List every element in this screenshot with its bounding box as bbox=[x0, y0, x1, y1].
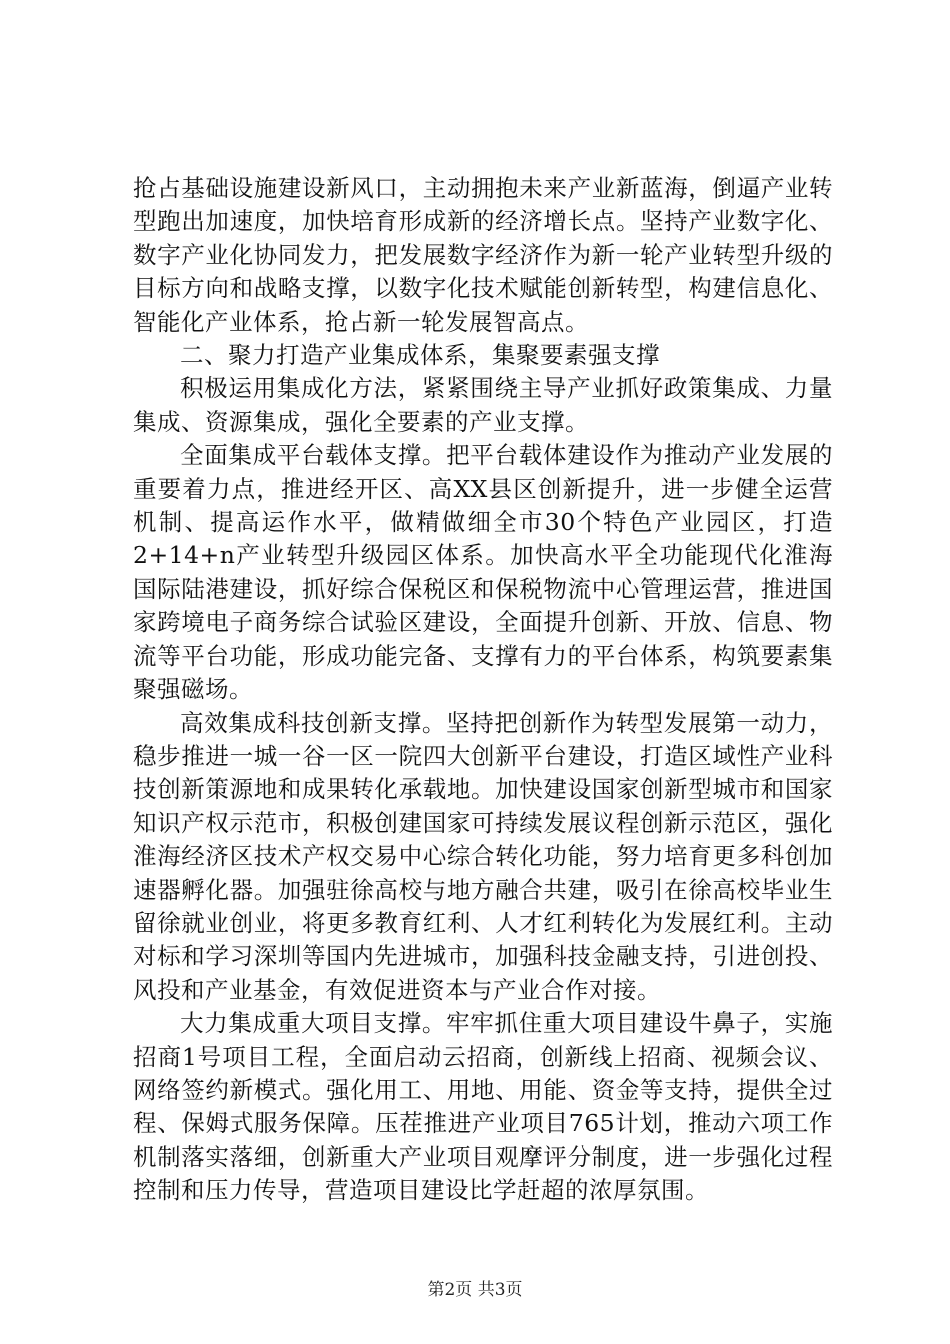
document-body bbox=[133, 172, 833, 1208]
paragraph-projects: 大力集成重大项目支撑。牢牢抓住重大项目建设牛鼻子，实施招商1号项目工程，全面启动云招商，创新线上招商、视频会议、网络签约新模式。强化用工、用地、用能、资金等支持，提供全过程、保姆式服务保障。压茬推进产业项目765计划，推动六项工作机制落实落细，创新重大产业项目观摩评分制度，进一步强化过程控制和压力传导，营造项目建设比学赶超的浓厚氛围。 bbox=[133, 1009, 833, 1205]
section-heading: 二、聚力打造产业集成体系，集聚要素强支撑 bbox=[180, 341, 660, 370]
paragraph-innovation: 高效集成科技创新支撑。坚持把创新作为转型发展第一动力，稳步推进一城一谷一区一院四大创新平台建设，打造区域性产业科技创新策源地和成果转化承载地。加快建设国家创新型城市和国家知识产权示范市，积极创建国家可持续发展议程创新示范区，强化淮海经济区技术产权交易中心综合转化功能，努力培育更多科创加速器孵化器。加强驻徐高校与地方融合共建，吸引在徐高校毕业生留徐就业创业，将更多教育红利、人才红利转化为发展红利。主动对标和学习深圳等国内先进城市，加强科技金融支持，引进创投、风投和产业基金，有效促进资本与产业合作对接。 bbox=[133, 708, 833, 1004]
page-footer: 第2页 共3页 bbox=[427, 1280, 523, 1300]
paragraph-intro: 积极运用集成化方法，紧紧围绕主导产业抓好政策集成、力量集成、资源集成，强化全要素的产业支撑。 bbox=[133, 374, 833, 436]
paragraph-continuation: 抢占基础设施建设新风口，主动拥抱未来产业新蓝海，倒逼产业转型跑出加速度，加快培育形成新的经济增长点。坚持产业数字化、数字产业化协同发力，把发展数字经济作为新一轮产业转型升级的目标方向和战略支撑，以数字化技术赋能创新转型，构建信息化、智能化产业体系，抢占新一轮发展智高点。 bbox=[133, 174, 833, 336]
paragraph-platform: 全面集成平台载体支撑。把平台载体建设作为推动产业发展的重要着力点，推进经开区、高XX县区创新提升，进一步健全运营机制、提高运作水平，做精做细全市30个特色产业园区，打造2+14+n产业转型升级园区体系。加快高水平全功能现代化淮海国际陆港建设，抓好综合保税区和保税物流中心管理运营，推进国家跨境电子商务综合试验区建设，全面提升创新、开放、信息、物流等平台功能，形成功能完备、支撑有力的平台体系，构筑要素集聚强磁场。 bbox=[133, 441, 833, 704]
